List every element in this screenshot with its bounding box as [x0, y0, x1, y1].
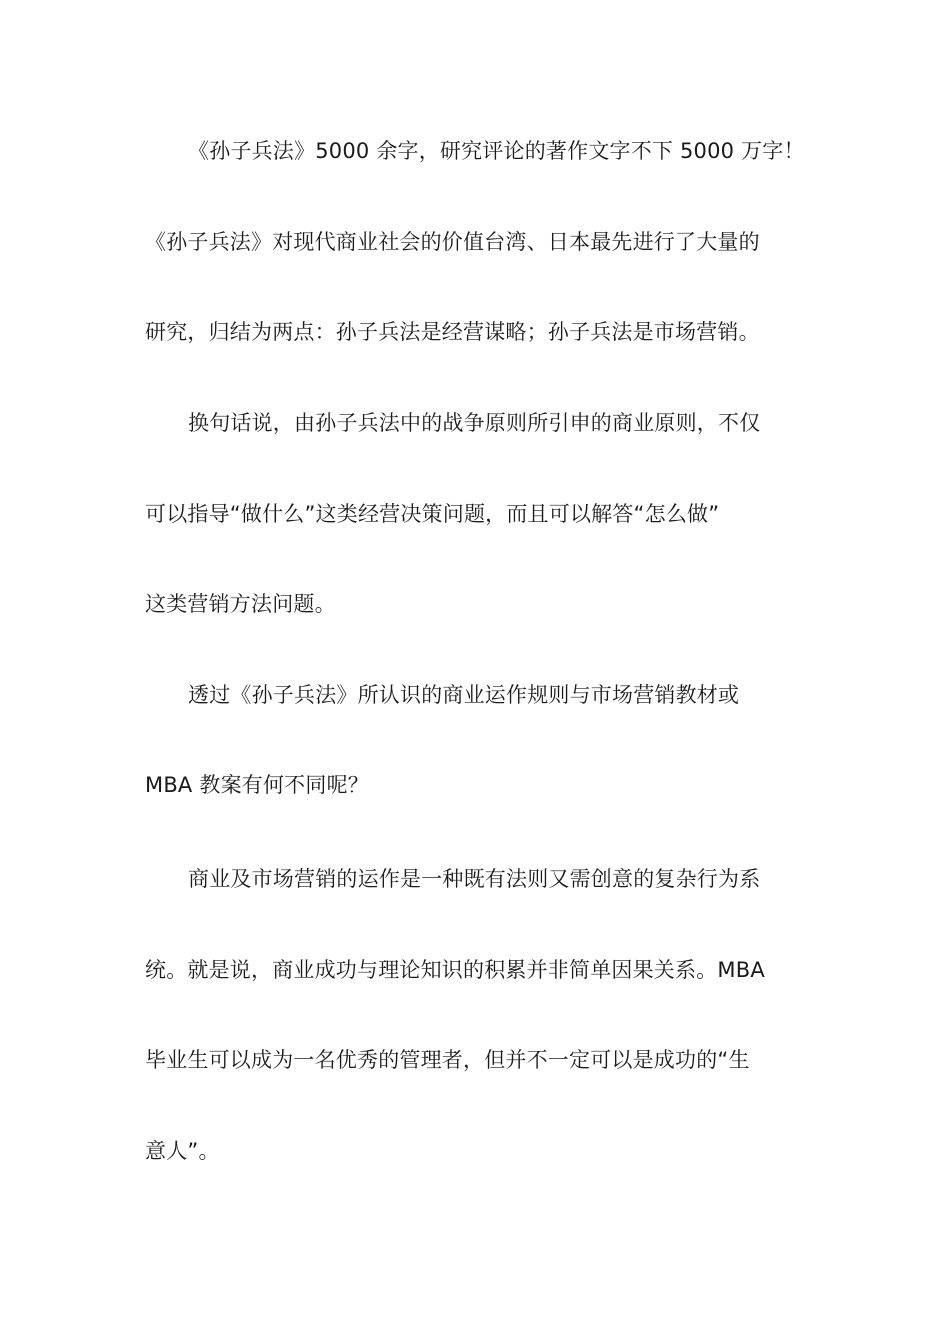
text-line: 《孙子兵法》对现代商业社会的价值台湾、日本最先进行了大量的 — [145, 230, 760, 254]
text-line: 《孙子兵法》5000 余字，研究评论的著作文字不下 5000 万字！ — [188, 139, 805, 163]
text-line: MBA 教案有何不同呢？ — [145, 773, 369, 797]
text-line: 商业及市场营销的运作是一种既有法则又需创意的复杂行为系 — [188, 867, 761, 891]
text-line: 这类营销方法问题。 — [145, 592, 336, 616]
text-line: 透过《孙子兵法》所认识的商业运作规则与市场营销教材或 — [188, 683, 740, 707]
text-line: 毕业生可以成为一名优秀的管理者，但并不一定可以是成功的“生 — [145, 1048, 750, 1072]
text-line: 统。就是说，商业成功与理论知识的积累并非简单因果关系。MBA — [145, 958, 765, 982]
text-line: 意人”。 — [145, 1139, 220, 1163]
text-line: 换句话说，由孙子兵法中的战争原则所引申的商业原则，不仅 — [188, 411, 761, 435]
text-line: 研究，归结为两点：孙子兵法是经营谋略；孙子兵法是市场营销。 — [145, 320, 760, 344]
text-line: 可以指导“做什么”这类经营决策问题，而且可以解答“怎么做” — [145, 502, 720, 526]
